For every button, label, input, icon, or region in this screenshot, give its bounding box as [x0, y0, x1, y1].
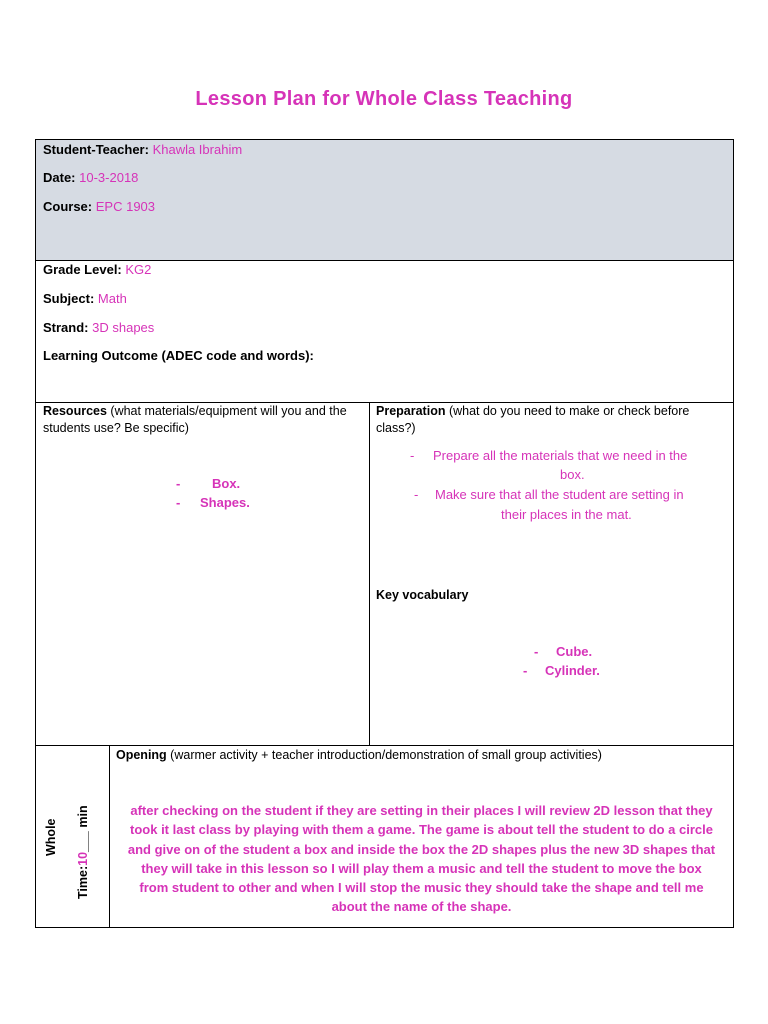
- resources-section: [35, 402, 370, 746]
- resources-label: Resources: [43, 404, 107, 418]
- opening-label-desc: (warmer activity + teacher introduction/demonstration of small group activities): [166, 748, 602, 762]
- resource-item-box: - Box.: [176, 476, 241, 491]
- key-vocabulary-label: Key vocabulary: [376, 588, 469, 602]
- grade-value: KG2: [125, 262, 152, 277]
- opening-section: [109, 745, 734, 928]
- preparation-label: Preparation: [376, 404, 446, 418]
- preparation-section: [369, 402, 734, 746]
- prep-item-1-bullet: -: [410, 448, 415, 463]
- student-teacher-label: Student-Teacher:: [43, 142, 149, 157]
- date-label: Date:: [43, 170, 76, 185]
- strand-value: 3D shapes: [92, 320, 155, 335]
- resources-heading: [43, 403, 368, 437]
- vocab-item-cube: - Cube.: [534, 644, 593, 659]
- preparation-label-desc-2: class?): [376, 421, 416, 435]
- preparation-heading: [376, 403, 731, 437]
- resources-label-desc-2: students use? Be specific): [43, 421, 189, 435]
- grade-row: [43, 262, 151, 277]
- whole-label: Whole: [44, 818, 58, 856]
- opening-line: from student to other and when I will stop the music they should take the shape and tell me: [139, 880, 704, 896]
- prep-item-2-line-2: their places in the mat.: [501, 507, 632, 522]
- opening-description: [110, 801, 733, 917]
- course-value: EPC 1903: [95, 199, 156, 214]
- student-teacher-value: Khawla Ibrahim: [152, 142, 243, 157]
- opening-label: Opening: [116, 748, 167, 762]
- header-section: [35, 139, 734, 261]
- prep-item-1-line-1: Prepare all the materials that we need in the: [433, 448, 688, 463]
- page-title: Lesson Plan for Whole Class Teaching: [195, 88, 573, 110]
- subject-row: [43, 291, 127, 306]
- vocab-item-cylinder: - Cylinder.: [523, 663, 600, 678]
- course-label: Course:: [43, 199, 93, 214]
- time-label: Time:10___ min: [76, 805, 90, 899]
- resources-label-desc: (what materials/equipment will you and the: [106, 404, 347, 418]
- details-section: [35, 260, 734, 403]
- learning-outcome-label: Learning Outcome (ADEC code and words):: [43, 348, 314, 363]
- strand-label: Strand:: [43, 320, 89, 335]
- opening-line: and give on of the student a box and inside the box the 2D shapes plus the new 3D shapes that: [127, 841, 716, 857]
- prep-item-2-line-1: Make sure that all the student are setting in: [435, 487, 684, 502]
- subject-value: Math: [97, 291, 127, 306]
- grade-label: Grade Level:: [43, 262, 122, 277]
- date-value: 10-3-2018: [79, 170, 139, 185]
- preparation-label-desc: (what do you need to make or check before: [445, 404, 690, 418]
- opening-line: they will take in this lesson so I will play them a music and tell the student to move the box: [141, 860, 702, 876]
- opening-line: took it last class by playing with them a game. The game is about tell the student to do a circle: [130, 822, 713, 838]
- resource-item-shapes: - Shapes.: [176, 495, 250, 510]
- date-row: [43, 170, 138, 185]
- opening-heading: [116, 747, 602, 764]
- course-row: [43, 199, 155, 214]
- prep-item-2-bullet: -: [414, 487, 419, 502]
- opening-side-cell: [35, 745, 110, 928]
- student-teacher-row: [43, 142, 242, 157]
- strand-row: [43, 320, 154, 335]
- prep-item-1-line-2: box.: [560, 467, 585, 482]
- opening-line: about the name of the shape.: [331, 899, 512, 915]
- subject-label: Subject:: [43, 291, 95, 306]
- opening-line: after checking on the student if they are setting in their places I will review 2D lesson that they: [130, 803, 713, 818]
